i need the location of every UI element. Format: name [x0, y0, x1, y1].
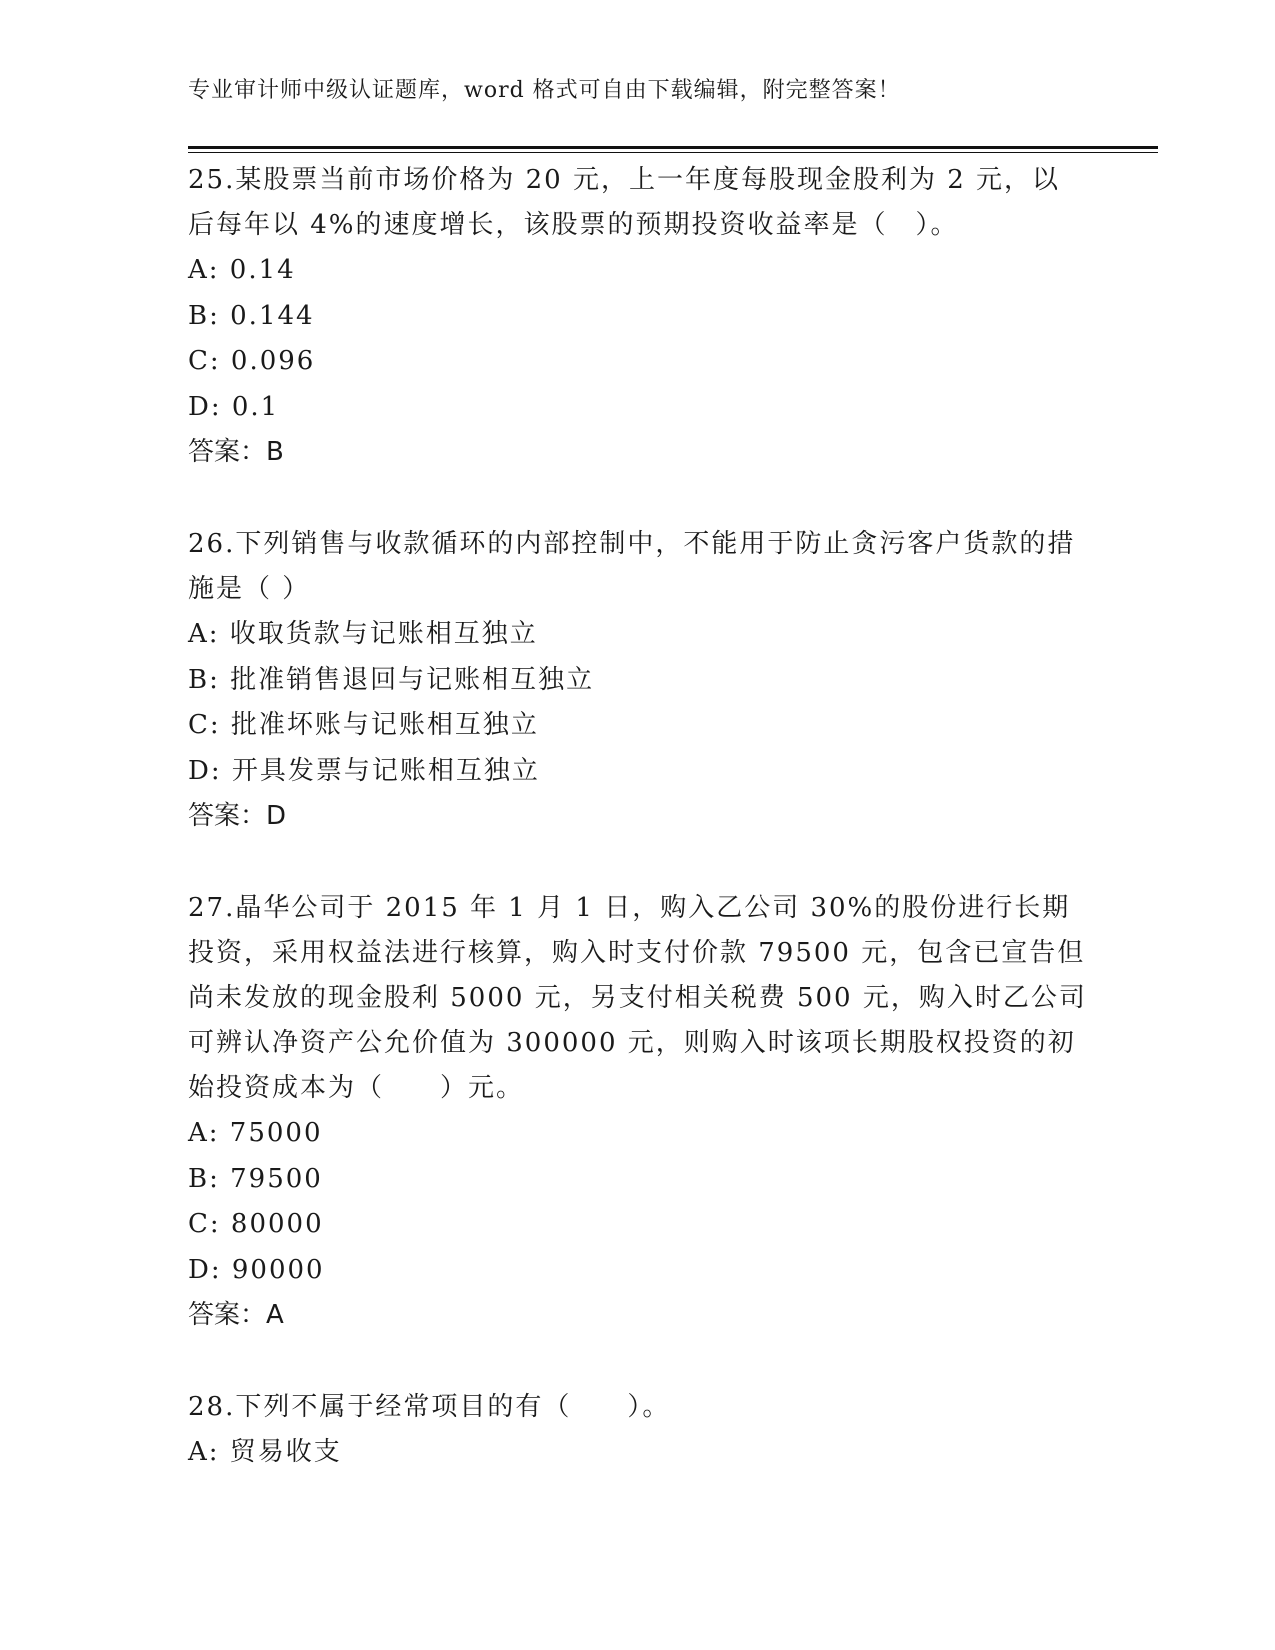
question-text: 26.下列销售与收款循环的内部控制中，不能用于防止贪污客户货款的措施是（ ） [188, 529, 1076, 604]
answer-line: 答案：A [188, 1300, 284, 1330]
option-c: C: 0.096 [188, 346, 316, 376]
question-27 [188, 886, 1088, 1338]
option-d: D: 开具发票与记账相互独立 [188, 755, 540, 786]
document-header: 专业审计师中级认证题库，word 格式可自由下载编辑，附完整答案！ [188, 78, 901, 103]
option-b: B: 79500 [188, 1163, 323, 1194]
option-a: A: 收取货款与记账相互独立 [188, 619, 538, 649]
option-d: D: 90000 [188, 1254, 325, 1285]
question-spacer [188, 839, 1088, 886]
header-rule-thick [188, 146, 1158, 149]
question-25 [188, 158, 1088, 475]
question-spacer [188, 475, 1088, 522]
header-rule-thin [188, 152, 1158, 153]
question-spacer [188, 1338, 1088, 1385]
option-b: B: 0.144 [188, 300, 315, 331]
question-text: 28.下列不属于经常项目的有（ ）。 [188, 1392, 671, 1422]
option-b: B: 批准销售退回与记账相互独立 [188, 664, 595, 695]
option-a: A: 75000 [188, 1118, 323, 1148]
option-a: A: 0.14 [188, 255, 296, 285]
option-c: C: 80000 [188, 1209, 324, 1239]
question-28 [188, 1385, 1088, 1476]
answer-line: 答案：D [188, 801, 287, 831]
question-text: 25.某股票当前市场价格为 20 元，上一年度每股现金股利为 2 元，以后每年以 4%的速度增长，该股票的预期投资收益率是（ ）。 [188, 165, 1061, 240]
question-text: 27.晶华公司于 2015 年 1 月 1 日，购入乙公司 30%的股份进行长期投资，采用权益法进行核算，购入时支付价款 79500 元，包含已宣告但尚未发放的现金股利 5000 元，另支付相关税费 500 元，购入时乙公司可辨认净资产公允价值为 300000 元，则购入时该项长期股权投资的初始投资成本为（ ）元。 [188, 893, 1087, 1103]
option-d: D: 0.1 [188, 391, 280, 422]
option-c: C: 批准坏账与记账相互独立 [188, 710, 539, 740]
question-list [188, 158, 1088, 1476]
option-a: A: 贸易收支 [188, 1437, 342, 1467]
answer-line: 答案：B [188, 437, 284, 467]
question-26 [188, 522, 1088, 839]
